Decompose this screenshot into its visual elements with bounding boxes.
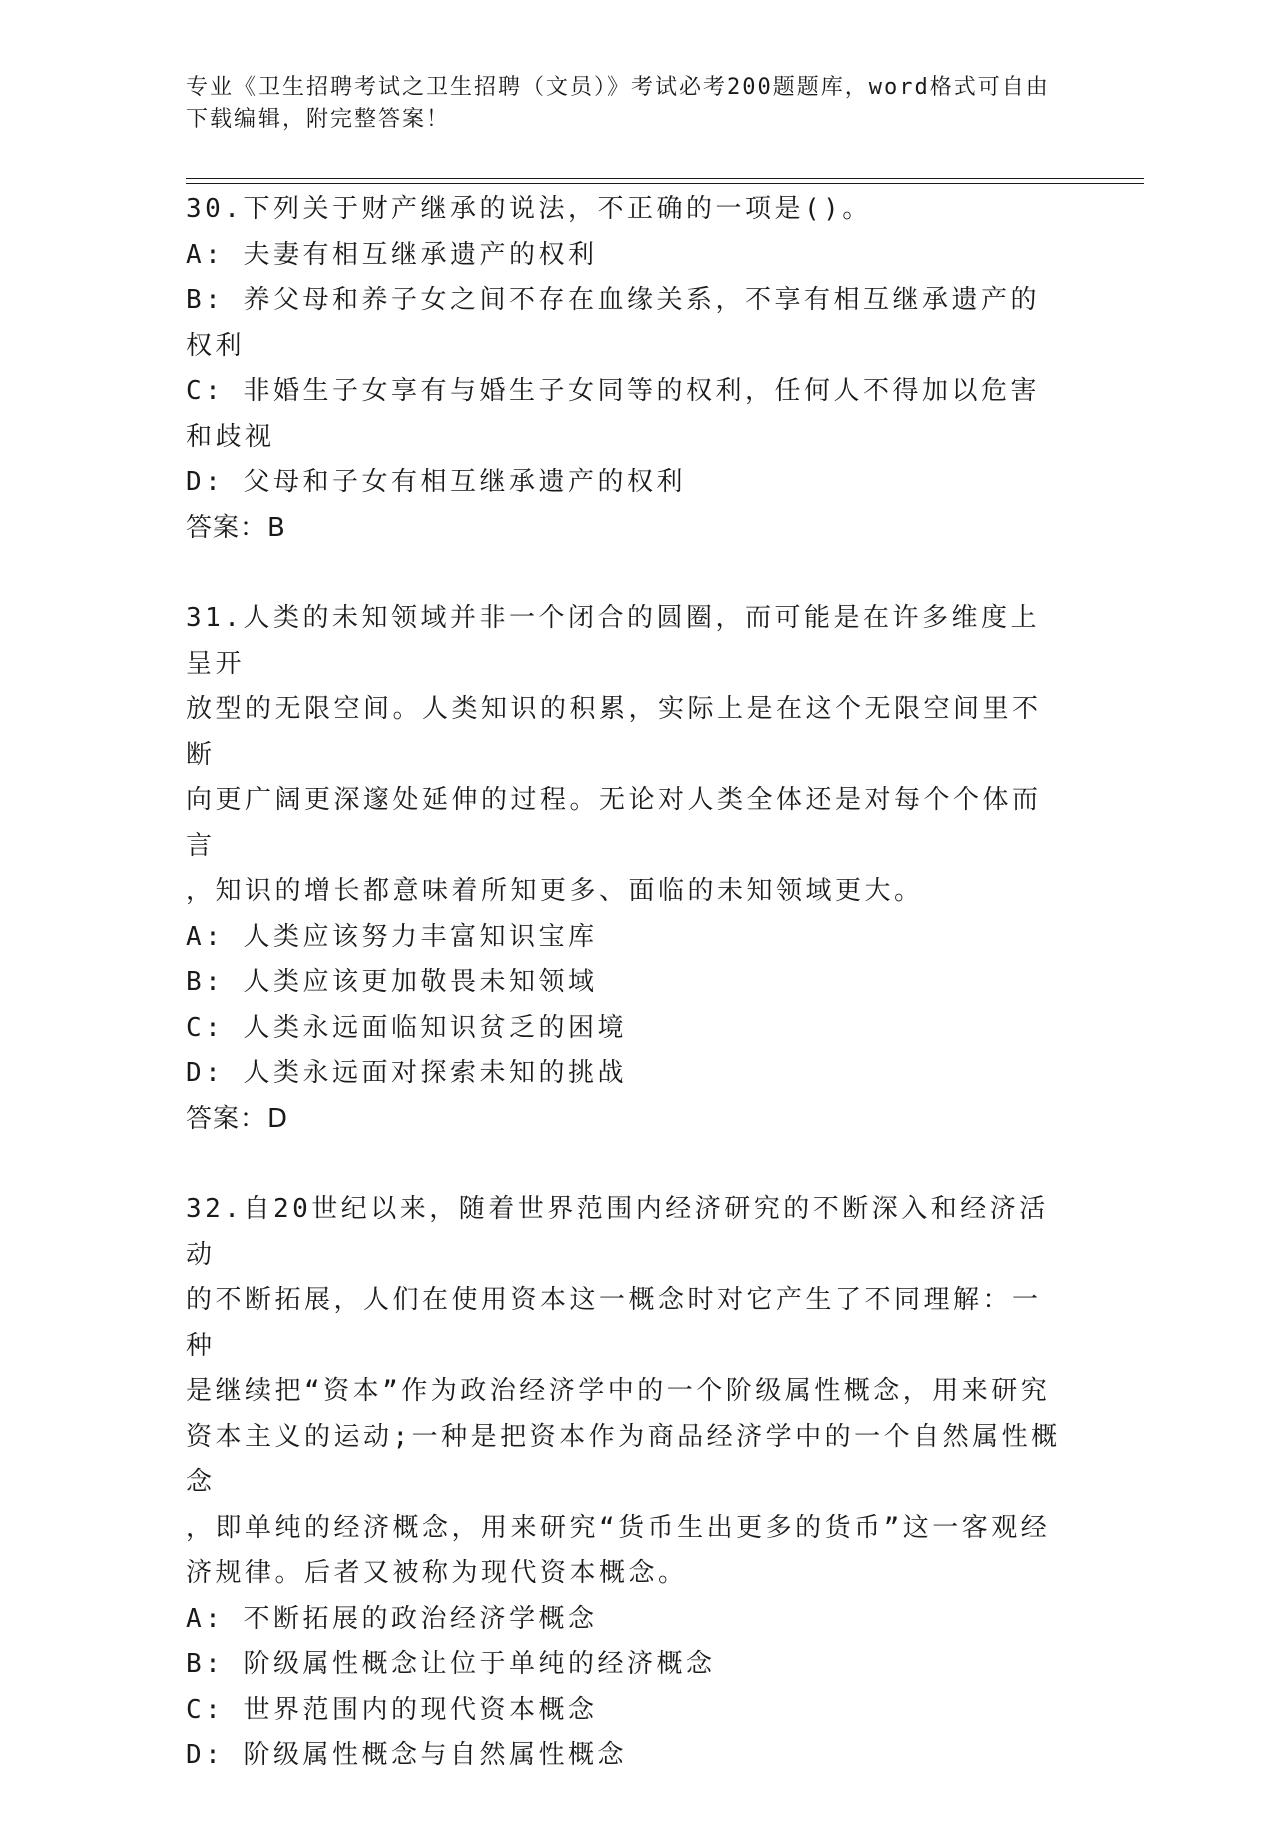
question-text-line: 是继续把“资本”作为政治经济学中的一个阶级属性概念，用来研究 (186, 1376, 1051, 1406)
question-text-line: 资本主义的运动;一种是把资本作为商品经济学中的一个自然属性概念 (186, 1421, 1061, 1497)
question-text: 30.下列关于财产继承的说法，不正确的一项是()。 (186, 194, 872, 224)
question-text-line: 的不断拓展，人们在使用资本这一概念时对它产生了不同理解：一种 (186, 1285, 1042, 1361)
option-c: C: 人类永远面临知识贫乏的困境 (186, 1012, 627, 1043)
option-b: B: 养父母和养子女之间不存在血缘关系，不享有相互继承遗产的权利 (186, 285, 1040, 361)
header-divider-bottom (186, 183, 1144, 184)
option-d: D: 父母和子女有相互继承遗产的权利 (186, 467, 686, 497)
document-header (186, 72, 1066, 136)
question-list (186, 187, 1066, 1824)
option-a: A: 夫妻有相互继承遗产的权利 (186, 239, 598, 270)
option-a: A: 人类应该努力丰富知识宝库 (186, 921, 598, 952)
header-divider-top (186, 178, 1144, 179)
option-d: D: 人类永远面对探索未知的挑战 (186, 1058, 627, 1088)
question-text-line: ，即单纯的经济概念，用来研究“货币生出更多的货币”这一客观经 (186, 1512, 1051, 1543)
option-c: C: 非婚生子女享有与婚生子女同等的权利，任何人不得加以危害和歧视 (186, 376, 1040, 452)
question-text-line: ，知识的增长都意味着所知更多、面临的未知领域更大。 (186, 876, 924, 906)
option-d: D: 阶级属性概念与自然属性概念 (186, 1740, 627, 1770)
question-text-line: 31.人类的未知领域并非一个闭合的圆圈，而可能是在许多维度上呈开 (186, 603, 1040, 679)
question-30 (186, 187, 1066, 551)
question-text-line: 济规律。后者又被称为现代资本概念。 (186, 1558, 688, 1588)
answer-label: 答案：B (186, 512, 286, 543)
option-c: C: 世界范围内的现代资本概念 (186, 1694, 598, 1725)
option-a: A: 不断拓展的政治经济学概念 (186, 1603, 598, 1634)
option-b: B: 人类应该更加敬畏未知领域 (186, 967, 598, 997)
answer-label: 答案：D (186, 1103, 289, 1134)
question-text-line: 32.自20世纪以来，随着世界范围内经济研究的不断深入和经济活动 (186, 1194, 1049, 1270)
question-32 (186, 1187, 1066, 1779)
question-text-line: 放型的无限空间。人类知识的积累，实际上是在这个无限空间里不断 (186, 694, 1042, 770)
header-text: 专业《卫生招聘考试之卫生招聘（文员）》考试必考200题题库，word格式可自由下载编辑，附完整答案！ (186, 75, 1050, 132)
question-text-line: 向更广阔更深邃处延伸的过程。无论对人类全体还是对每个个体而言 (186, 785, 1042, 861)
option-b: B: 阶级属性概念让位于单纯的经济概念 (186, 1649, 716, 1679)
question-31 (186, 596, 1066, 1142)
